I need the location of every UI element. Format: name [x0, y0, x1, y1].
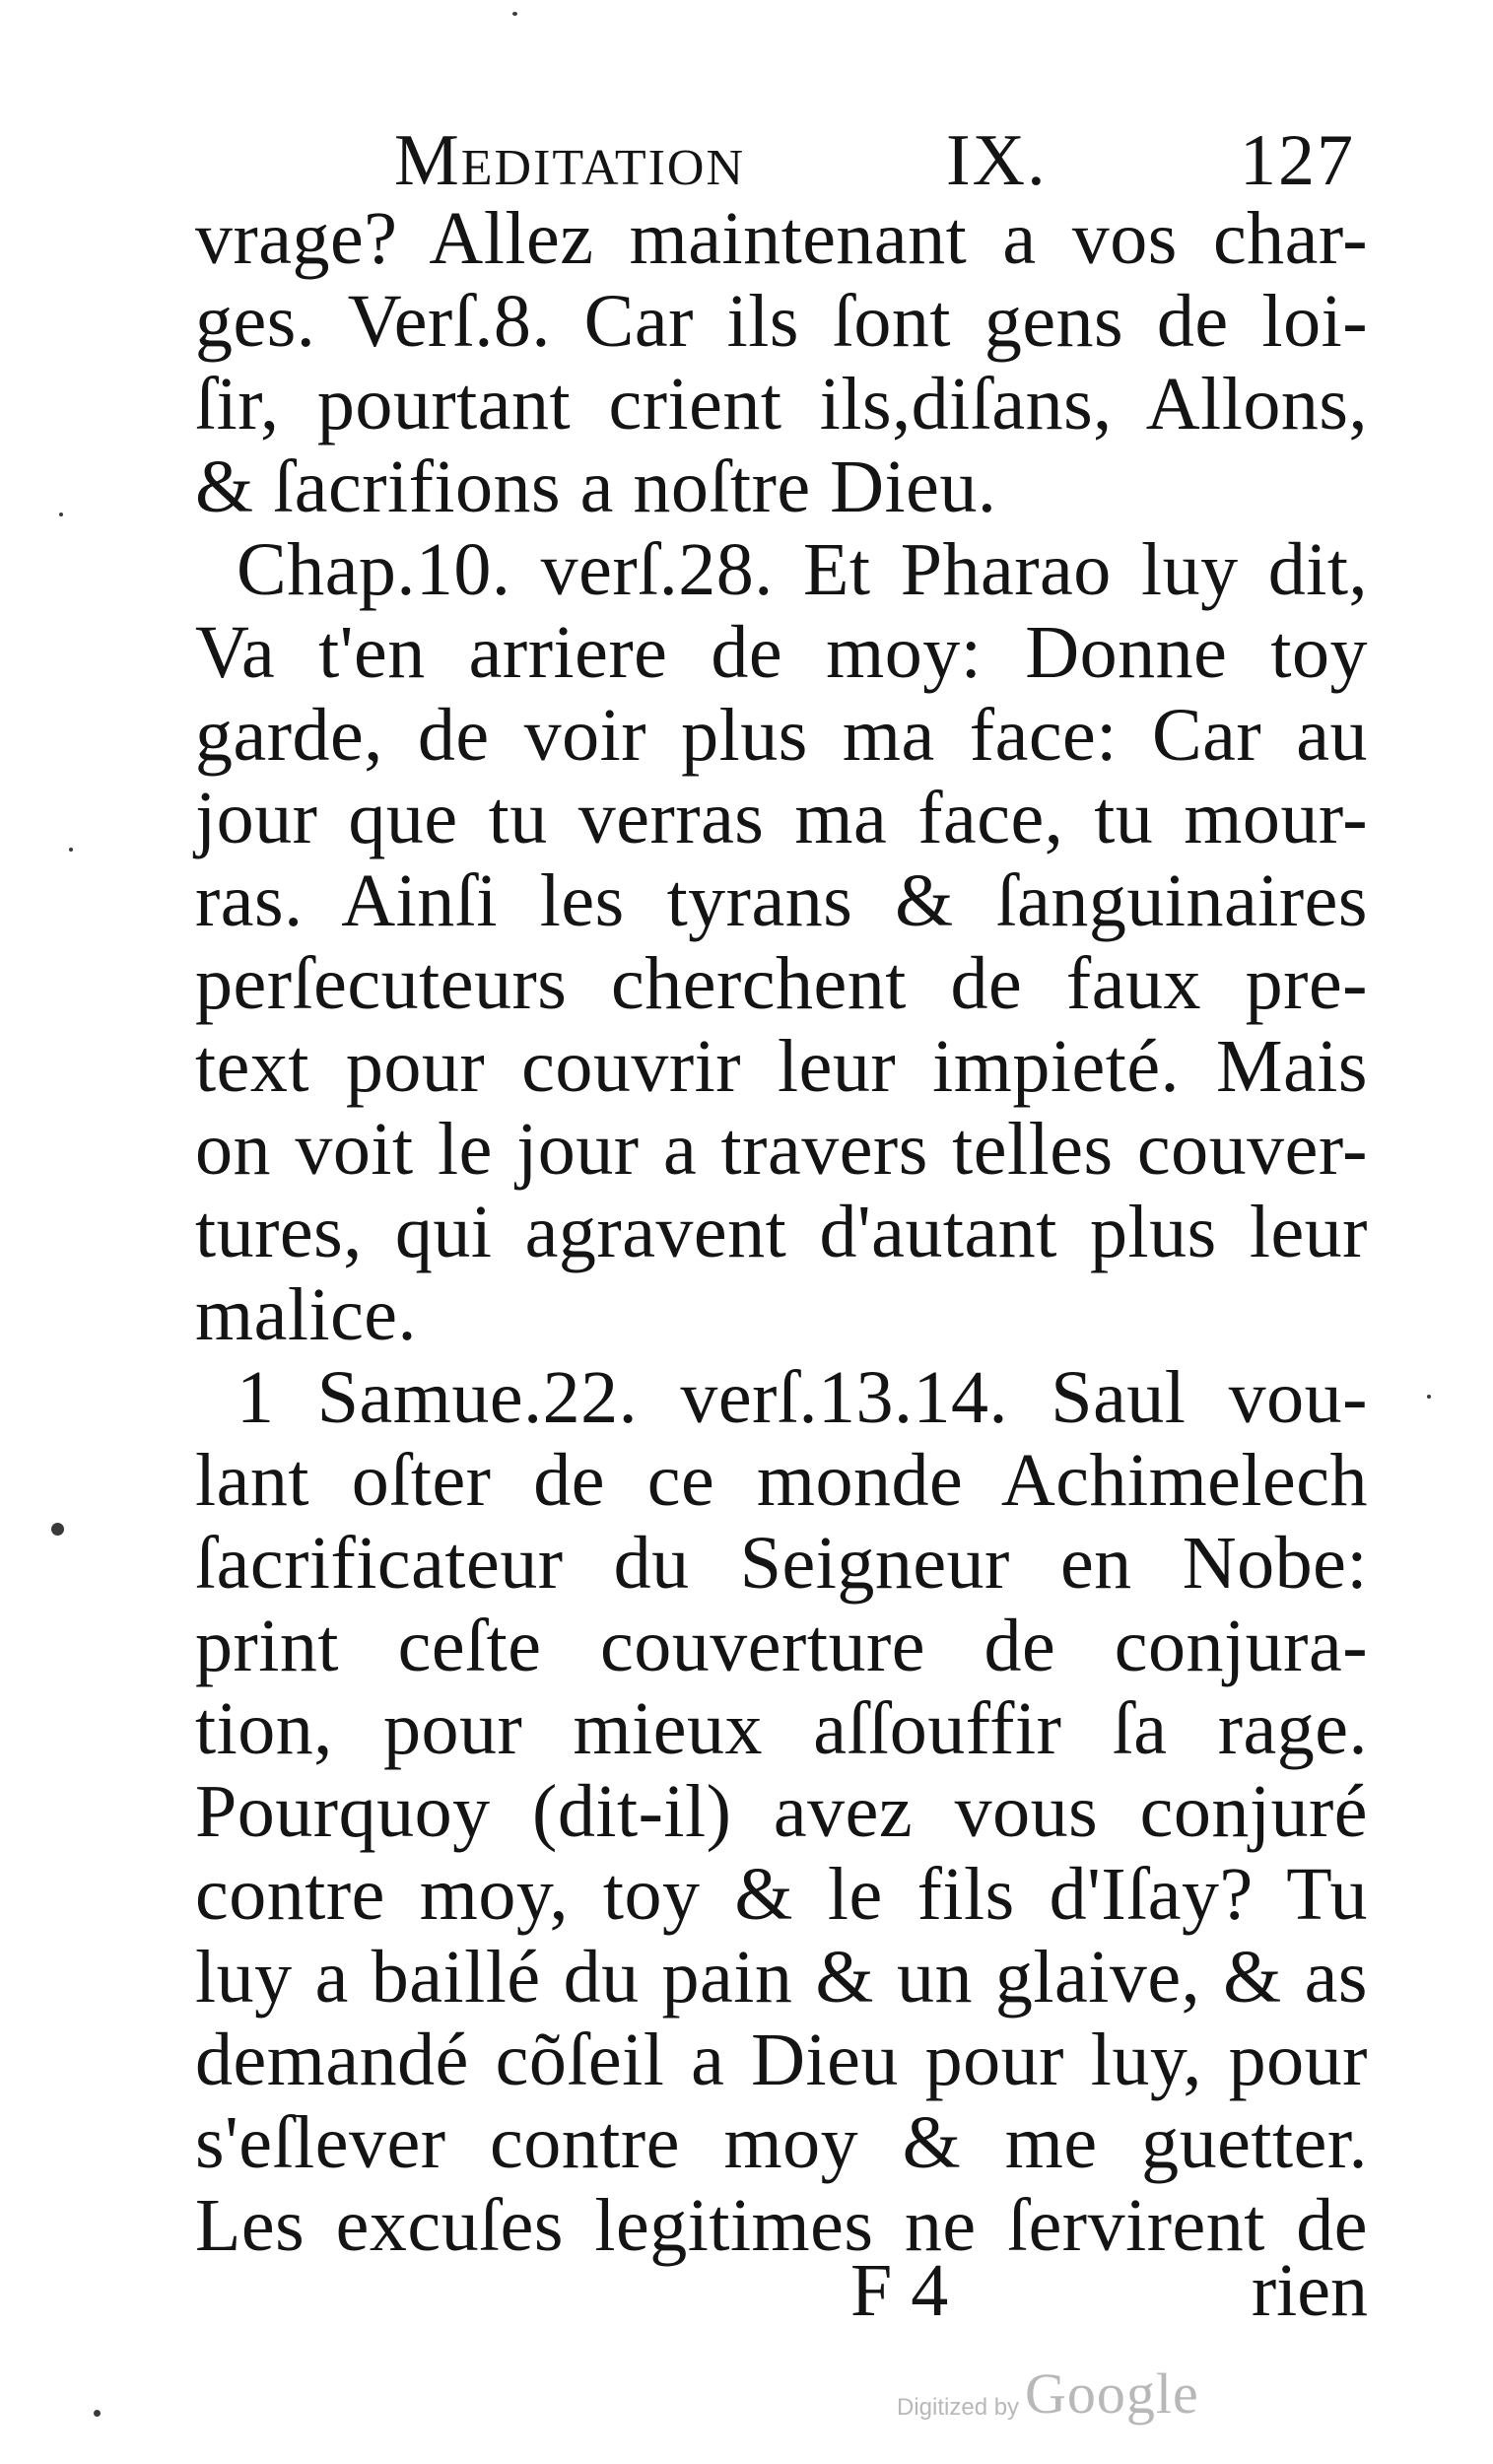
text-line: lant oſter de ce monde Achimelech	[195, 1439, 1368, 1522]
meditation-numeral: IX.	[946, 120, 1048, 201]
ink-speck	[51, 1523, 64, 1536]
text-line: Les excuſes legitimes ne ſervirent de	[195, 2184, 1368, 2267]
ink-speck	[94, 2410, 101, 2417]
paragraph-start-line: Chap.10. verſ.28. Et Pharao luy dit,	[237, 528, 1368, 611]
google-logo: Google	[1025, 2361, 1199, 2426]
text-line: & ſacrifions a noſtre Dieu.	[195, 445, 997, 528]
text-line: ſir, pourtant crient ils,diſans, Allons,	[195, 363, 1368, 445]
signature-mark: F 4	[850, 2249, 949, 2332]
text-line: jour que tu verras ma face, tu mour-	[195, 777, 1368, 859]
page-footer	[195, 2249, 1368, 2332]
text-line: perſecuteurs cherchent de faux pre-	[195, 942, 1368, 1025]
text-line: malice.	[195, 1273, 418, 1356]
body-text	[195, 197, 1368, 2267]
ink-speck	[59, 513, 63, 516]
text-line: Va t'en arriere de moy: Donne toy	[195, 611, 1368, 694]
paragraph-start-line: 1 Samue.22. verſ.13.14. Saul vou-	[237, 1356, 1368, 1439]
text-line: print ceſte couverture de conjura-	[195, 1605, 1368, 1687]
running-head	[394, 116, 1380, 205]
text-line: ſacrificateur du Seigneur en Nobe:	[195, 1522, 1368, 1605]
ink-speck	[512, 12, 517, 16]
digitized-by-google-watermark	[897, 2361, 1311, 2439]
running-title: Meditation	[394, 120, 746, 201]
text-line: vrage? Allez maintenant a vos char-	[195, 197, 1368, 280]
text-line: ges. Verſ.8. Car ils ſont gens de loi-	[195, 280, 1368, 363]
text-line: demandé cõſeil a Dieu pour luy, pour	[195, 2019, 1368, 2101]
ink-speck	[1427, 1395, 1431, 1399]
text-line: Pourquoy (dit-il) avez vous conjuré	[195, 1770, 1368, 1853]
text-line: tures, qui agravent d'autant plus leur	[195, 1191, 1368, 1273]
text-line: ras. Ainſi les tyrans & ſanguinaires	[195, 859, 1368, 942]
catchword: rien	[1251, 2249, 1368, 2332]
ink-speck	[69, 848, 73, 852]
page-number: 127	[1240, 120, 1355, 201]
text-line: luy a baillé du pain & un glaive, & as	[195, 1936, 1368, 2019]
text-line: on voit le jour a travers telles couver-	[195, 1108, 1368, 1191]
text-line: s'eſlever contre moy & me guetter.	[195, 2101, 1368, 2184]
text-line: text pour couvrir leur impieté. Mais	[195, 1025, 1368, 1108]
digitized-by-label: Digitized by	[897, 2394, 1020, 2421]
text-line: tion, pour mieux aſſouffir ſa rage.	[195, 1687, 1368, 1770]
text-line: contre moy, toy & le fils d'Iſay? Tu	[195, 1853, 1368, 1936]
text-line: garde, de voir plus ma face: Car au	[195, 694, 1368, 777]
